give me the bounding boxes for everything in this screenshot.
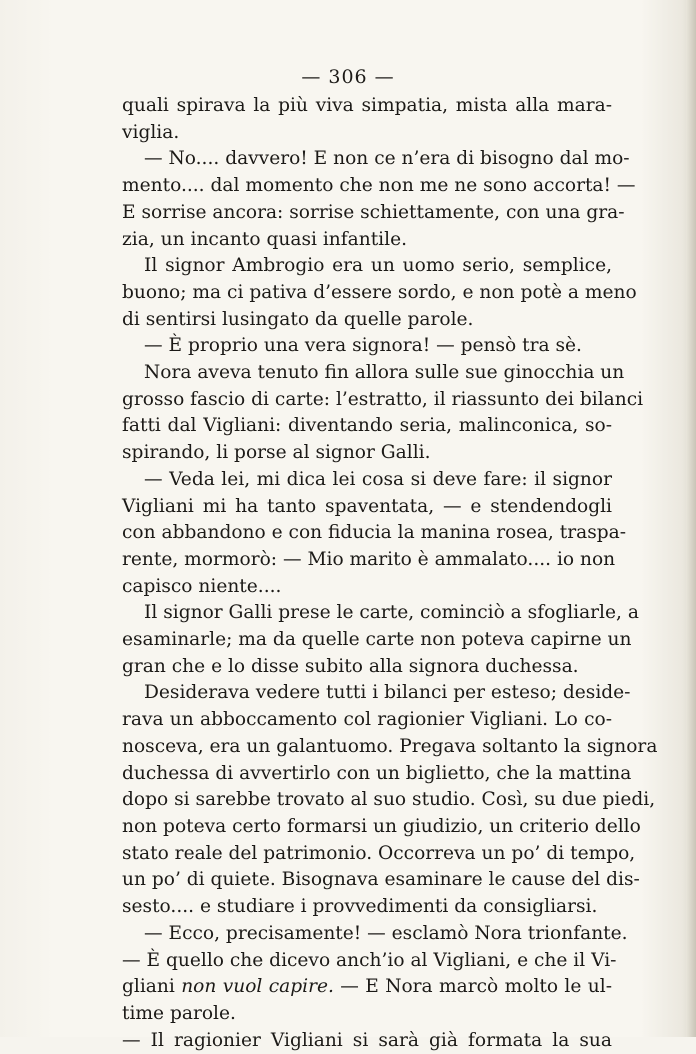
text-line: Nora aveva tenuto fin allora sulle sue ginocchia un	[144, 362, 625, 384]
text-line: viglia.	[122, 121, 180, 143]
text-line: — Ecco, precisamente! — esclamò Nora trionfante.	[144, 922, 628, 944]
text-line: — Veda lei, mi dica lei cosa si deve fare: il signor	[144, 468, 612, 490]
text-line: — Il ragionier Vigliani si sarà già formata la sua	[122, 1029, 612, 1051]
text-line: stato reale del patrimonio. Occorreva un po’ di tempo,	[122, 842, 636, 864]
text-line: nosceva, era un galantuomo. Pregava soltanto la signora	[122, 735, 658, 757]
text-line: Il signor Ambrogio era un uomo serio, semplice,	[144, 255, 612, 277]
text-line: Desiderava vedere tutti i bilanci per esteso; deside-	[144, 682, 631, 704]
body-text	[122, 93, 658, 1054]
text-line: buono; ma ci pativa d’essere sordo, e non potè a meno	[122, 281, 637, 303]
text-fragment: — E Nora marcò molto le ul-	[333, 976, 612, 998]
text-line: capisco niente....	[122, 575, 282, 597]
italic-phrase: non vuol capire.	[181, 976, 334, 998]
text-line: esaminarle; ma da quelle carte non poteva capirne un	[122, 629, 632, 651]
text-line: rava un abboccamento col ragionier Vigliani. Lo co-	[122, 709, 612, 731]
text-line: zia, un incanto quasi infantile.	[122, 228, 407, 250]
text-line: Il signor Galli prese le carte, cominciò a sfogliarle, a	[144, 602, 639, 624]
text-line: gran che e lo disse subito alla signora duchessa.	[122, 655, 579, 677]
text-line: spirando, li porse al signor Galli.	[122, 442, 431, 464]
text-line: dopo si sarebbe trovato al suo studio. Così, su due piedi,	[122, 789, 656, 811]
text-line: Vigliani mi ha tanto spaventata, — e stendendogli	[122, 495, 612, 517]
text-line: mento.... dal momento che non me ne sono accorta! —	[122, 175, 636, 197]
text-fragment: gliani	[122, 976, 182, 998]
text-line: — È proprio una vera signora! — pensò tra sè.	[144, 335, 582, 357]
text-line: quali spirava la più viva simpatia, mista alla mara-	[122, 95, 612, 116]
text-line: con abbandono e con fiducia la manina rosea, traspa-	[122, 522, 627, 544]
text-line: di sentirsi lusingato da quelle parole.	[122, 308, 474, 330]
text-line: — È quello che dicevo anch’io al Vigliani, e che il Vi-	[122, 949, 617, 971]
text-line: fatti dal Vigliani: diventando seria, malinconica, so-	[122, 415, 612, 437]
page-number: — 306 —	[301, 66, 395, 88]
text-line: duchessa di avvertirlo con un biglietto, che la mattina	[122, 762, 632, 784]
page-edge	[686, 0, 696, 1037]
text-line: — No.... davvero! E non ce n’era di bisogno dal mo-	[144, 148, 630, 170]
text-line: rente, mormorò: — Mio marito è ammalato.... io non	[122, 548, 616, 570]
text-line: non poteva certo formarsi un giudizio, un criterio dello	[122, 815, 641, 837]
text-line: sesto.... e studiare i provvedimenti da consigliarsi.	[122, 896, 598, 918]
text-line	[122, 974, 612, 1001]
text-line: grosso fascio di carte: l’estratto, il riassunto dei bilanci	[122, 388, 644, 410]
text-line: un po’ di quiete. Bisognava esaminare le cause del dis-	[122, 869, 640, 891]
text-line: time parole.	[122, 1002, 236, 1024]
text-line: E sorrise ancora: sorrise schiettamente, con una gra-	[122, 201, 625, 223]
